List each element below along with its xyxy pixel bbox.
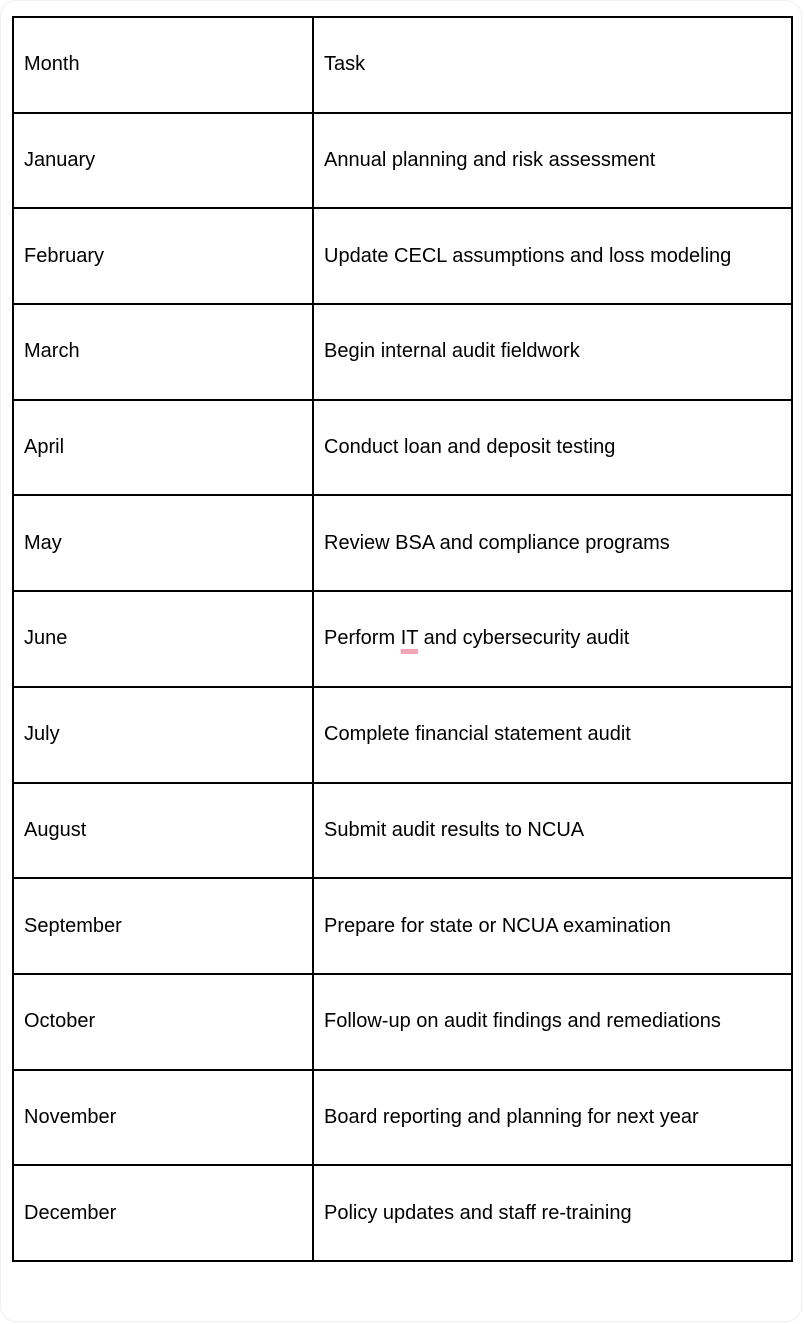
table-row (13, 304, 792, 400)
month-cell[interactable]: August (13, 783, 313, 879)
table-row (13, 1070, 792, 1166)
table-row (13, 495, 792, 591)
month-cell[interactable]: December (13, 1165, 313, 1261)
task-cell[interactable]: Begin internal audit fieldwork (313, 304, 792, 400)
task-text-before: Perform (324, 627, 401, 650)
month-cell[interactable]: February (13, 208, 313, 304)
month-cell[interactable]: May (13, 495, 313, 591)
task-cell[interactable]: Follow-up on audit findings and remediations (313, 974, 792, 1070)
month-cell[interactable]: September (13, 878, 313, 974)
audit-schedule-table (12, 16, 793, 1262)
month-cell[interactable]: March (13, 304, 313, 400)
table-row (13, 591, 792, 687)
task-cell[interactable]: Annual planning and risk assessment (313, 113, 792, 209)
spellcheck-flagged-word[interactable]: IT (400, 627, 419, 650)
table-row (13, 783, 792, 879)
table-header-row (13, 17, 792, 113)
task-cell[interactable]: Board reporting and planning for next year (313, 1070, 792, 1166)
table-row (13, 400, 792, 496)
task-cell[interactable]: Conduct loan and deposit testing (313, 400, 792, 496)
table-row (13, 208, 792, 304)
task-cell[interactable]: Policy updates and staff re-training (313, 1165, 792, 1261)
header-task[interactable]: Task (313, 17, 792, 113)
month-cell[interactable]: April (13, 400, 313, 496)
month-cell[interactable]: January (13, 113, 313, 209)
table-row (13, 878, 792, 974)
table-row (13, 113, 792, 209)
task-cell[interactable]: Complete financial statement audit (313, 687, 792, 783)
task-text-after: and cybersecurity audit (418, 627, 630, 650)
task-cell[interactable]: Update CECL assumptions and loss modeling (313, 208, 792, 304)
task-cell[interactable]: Submit audit results to NCUA (313, 783, 792, 879)
month-cell[interactable]: November (13, 1070, 313, 1166)
table-row (13, 974, 792, 1070)
header-month[interactable]: Month (13, 17, 313, 113)
task-cell[interactable]: Review BSA and compliance programs (313, 495, 792, 591)
table-row (13, 687, 792, 783)
month-cell[interactable]: October (13, 974, 313, 1070)
task-cell[interactable] (313, 591, 792, 687)
month-cell[interactable]: July (13, 687, 313, 783)
month-cell[interactable]: June (13, 591, 313, 687)
task-cell[interactable]: Prepare for state or NCUA examination (313, 878, 792, 974)
table-row (13, 1165, 792, 1261)
